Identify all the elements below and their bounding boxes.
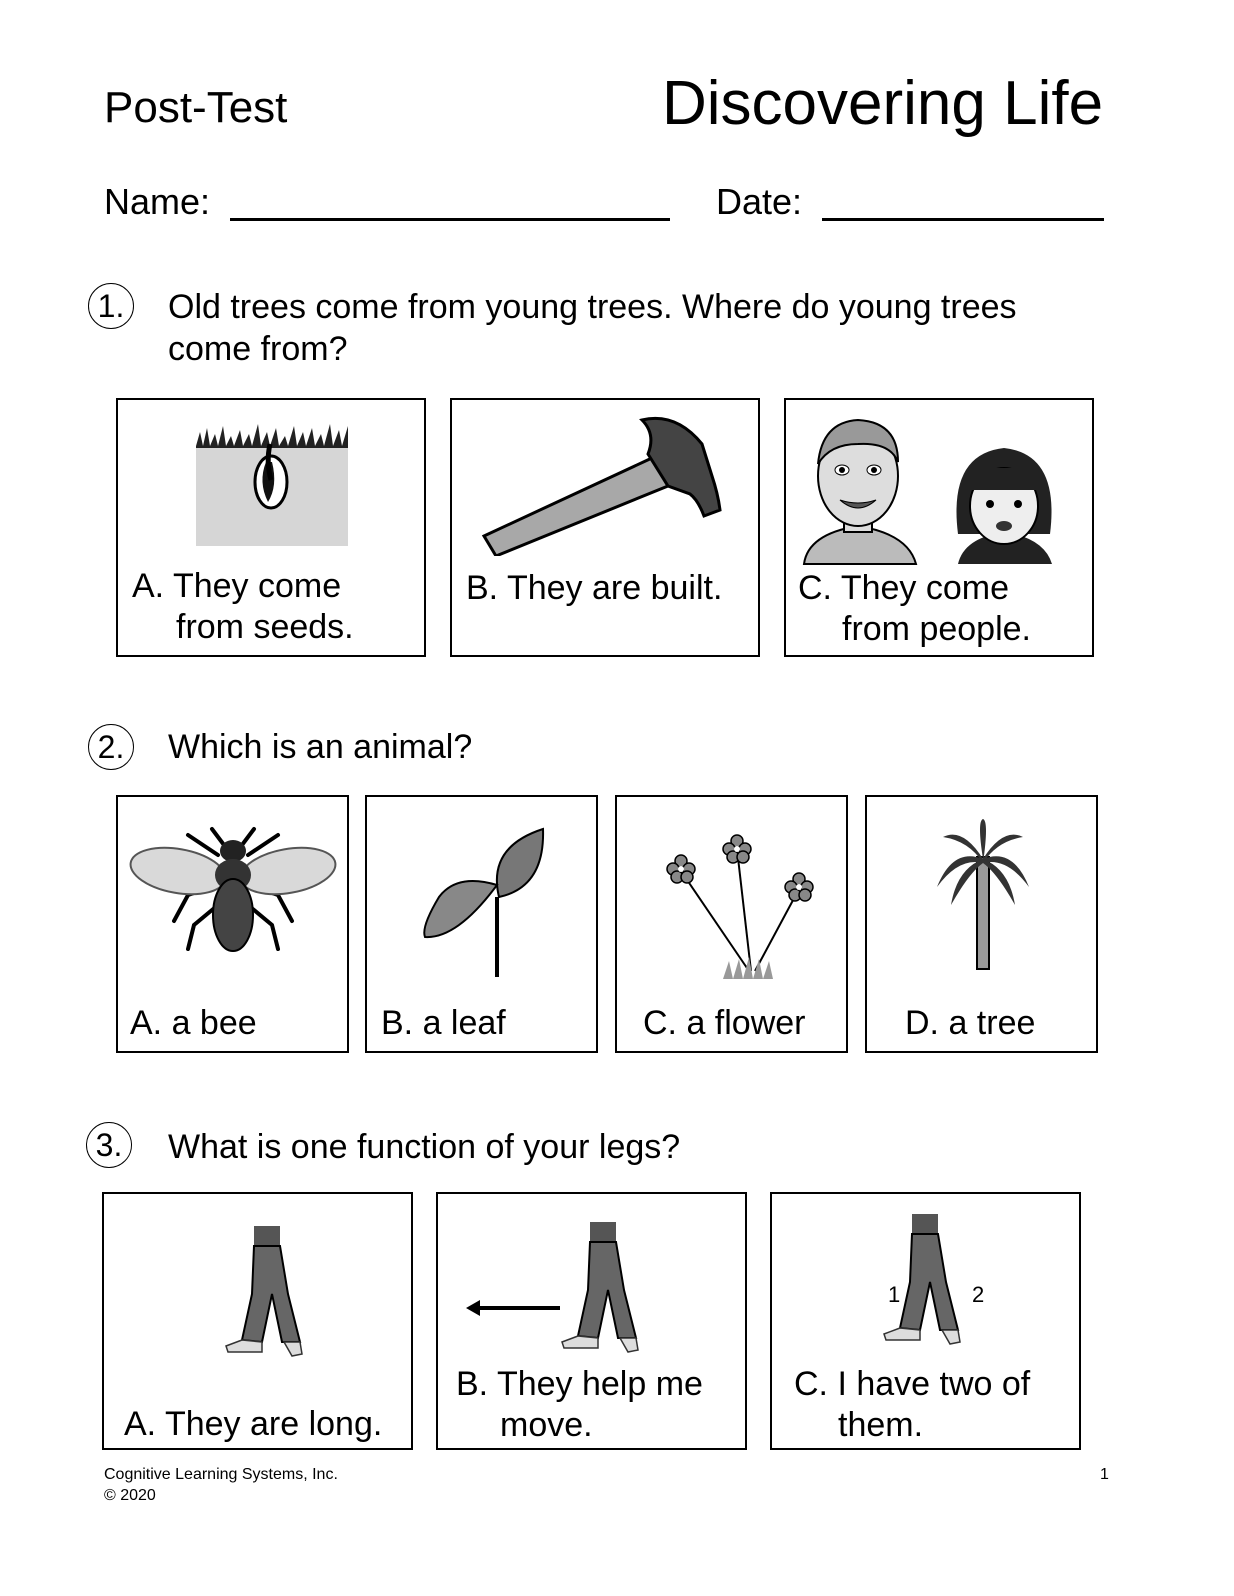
q3-option-a-text: A. They are long. xyxy=(124,1405,383,1443)
legs-picture xyxy=(222,1224,318,1358)
palm-tree-picture xyxy=(933,817,1033,977)
page-number: 1 xyxy=(1100,1466,1109,1483)
leaf-picture xyxy=(417,827,547,979)
q3-option-b-line2: move. xyxy=(500,1406,593,1444)
q2-option-a[interactable] xyxy=(116,795,349,1053)
q2-option-b[interactable] xyxy=(365,795,598,1053)
flower-picture xyxy=(653,831,819,979)
q1-option-a-text xyxy=(132,566,354,648)
q2-option-c[interactable] xyxy=(615,795,848,1053)
q1-option-c-line1: C. They come xyxy=(798,569,1010,607)
q2-option-d-text: D. a tree xyxy=(905,1004,1036,1042)
q1-option-b-text xyxy=(466,568,722,609)
q1-option-a-line2: from seeds. xyxy=(176,608,354,646)
q1-option-a-line1: A. They come xyxy=(132,567,342,605)
q1-option-c[interactable] xyxy=(784,398,1094,657)
arrow-left-icon xyxy=(466,1300,480,1316)
footer-company: Cognitive Learning Systems, Inc. xyxy=(104,1466,338,1483)
q3-option-c[interactable] xyxy=(770,1192,1081,1450)
q1-option-a[interactable] xyxy=(116,398,426,657)
q2-option-a-text: A. a bee xyxy=(130,1004,257,1042)
q2-option-c-text: C. a flower xyxy=(643,1004,806,1042)
footer-copyright: © 2020 xyxy=(104,1487,156,1504)
q3-option-a[interactable] xyxy=(102,1192,413,1450)
question-number-3: 3. xyxy=(86,1122,132,1168)
q3-option-b-line1: B. They help me xyxy=(456,1365,703,1403)
worksheet-type: Post-Test xyxy=(104,83,288,132)
worksheet-title: Discovering Life xyxy=(662,69,1104,138)
q3-option-c-text xyxy=(794,1364,1030,1446)
legs-numbered-picture xyxy=(880,1212,976,1346)
legs-with-arrow-picture xyxy=(462,1220,652,1354)
q3-option-c-line1: C. I have two of xyxy=(794,1365,1031,1403)
seed-in-soil-picture xyxy=(196,422,348,546)
q1-option-c-line2: from people. xyxy=(842,610,1031,648)
leg-label-1: 1 xyxy=(888,1282,901,1307)
q2-option-b-text: B. a leaf xyxy=(381,1004,506,1042)
q3-option-c-line2: them. xyxy=(838,1406,924,1444)
q2-option-d[interactable] xyxy=(865,795,1098,1053)
question-2-text: Which is an animal? xyxy=(168,728,473,766)
leg-label-2: 2 xyxy=(972,1282,985,1307)
question-1-text-line1: Old trees come from young trees. Where do young trees xyxy=(168,288,1017,326)
name-field-line[interactable] xyxy=(230,218,670,221)
question-number-2: 2. xyxy=(88,724,134,770)
two-people-picture xyxy=(798,414,1088,568)
hammer-picture xyxy=(476,414,746,556)
date-field-line[interactable] xyxy=(822,218,1104,221)
bee-picture xyxy=(128,825,338,955)
q1-option-c-text xyxy=(798,568,1031,650)
q1-option-b[interactable] xyxy=(450,398,760,657)
date-label: Date: xyxy=(716,181,803,222)
q3-option-b[interactable] xyxy=(436,1192,747,1450)
question-number-1: 1. xyxy=(88,283,134,329)
question-3-text: What is one function of your legs? xyxy=(168,1128,681,1166)
q1-option-b-line1: B. They are built. xyxy=(466,569,723,607)
name-label: Name: xyxy=(104,181,211,222)
question-1-text-line2: come from? xyxy=(168,330,348,368)
q3-option-b-text xyxy=(456,1364,703,1446)
